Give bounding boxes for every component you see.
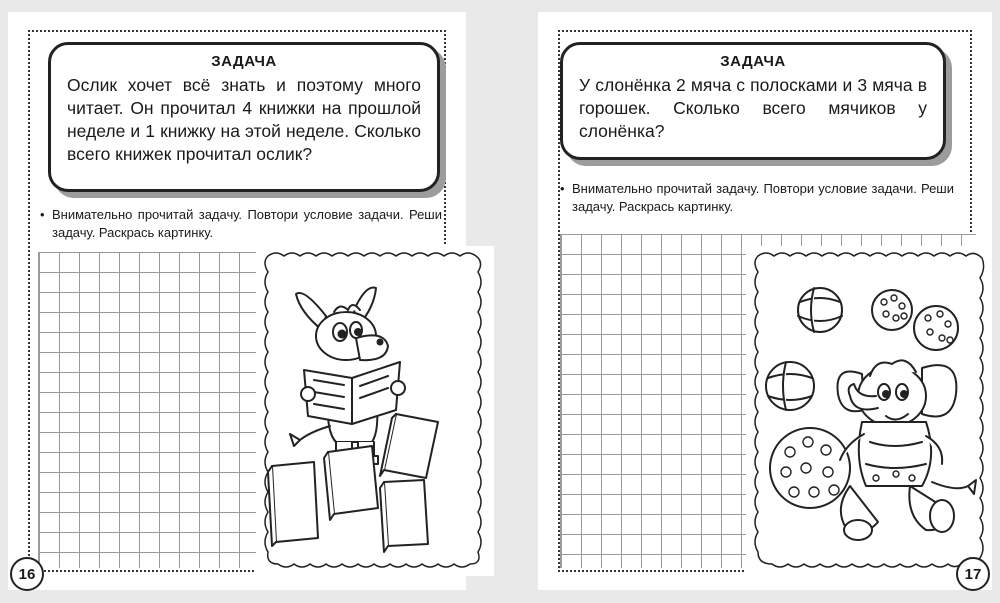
donkey-illustration bbox=[256, 246, 494, 576]
page-number: 17 bbox=[956, 557, 990, 591]
task-title: ЗАДАЧА bbox=[211, 53, 277, 70]
task-box bbox=[48, 42, 440, 192]
task-text: Ослик хочет всё знать и поэтому много читает. Он прочитал 4 книжки на прошлой неделе и 1 книжку на этой неделе. Сколько всего книжек прочитал ослик? bbox=[67, 75, 421, 164]
instruction-text: Внимательно прочитай задачу. Повтори условие задачи. Реши задачу. Раскрась картинку. bbox=[52, 207, 442, 240]
instruction-text: Внимательно прочитай задачу. Повтори условие задачи. Реши задачу. Раскрась картинку. bbox=[572, 181, 954, 214]
elephant-illustration bbox=[746, 246, 992, 576]
donkey-reading-icon bbox=[256, 246, 494, 576]
task-title: ЗАДАЧА bbox=[720, 53, 786, 70]
instruction bbox=[40, 206, 442, 242]
instruction bbox=[560, 180, 954, 216]
bullet-icon: • bbox=[560, 181, 565, 196]
workbook-page-right bbox=[538, 12, 992, 590]
page-number: 16 bbox=[10, 557, 44, 591]
task-text: У слонёнка 2 мяча с полосками и 3 мяча в горошек. Сколько всего мячиков у слонёнка? bbox=[579, 75, 927, 141]
elephant-with-balls-icon bbox=[746, 246, 992, 576]
task-box bbox=[560, 42, 946, 160]
workbook-page-left bbox=[8, 12, 466, 590]
bullet-icon: • bbox=[40, 207, 45, 222]
